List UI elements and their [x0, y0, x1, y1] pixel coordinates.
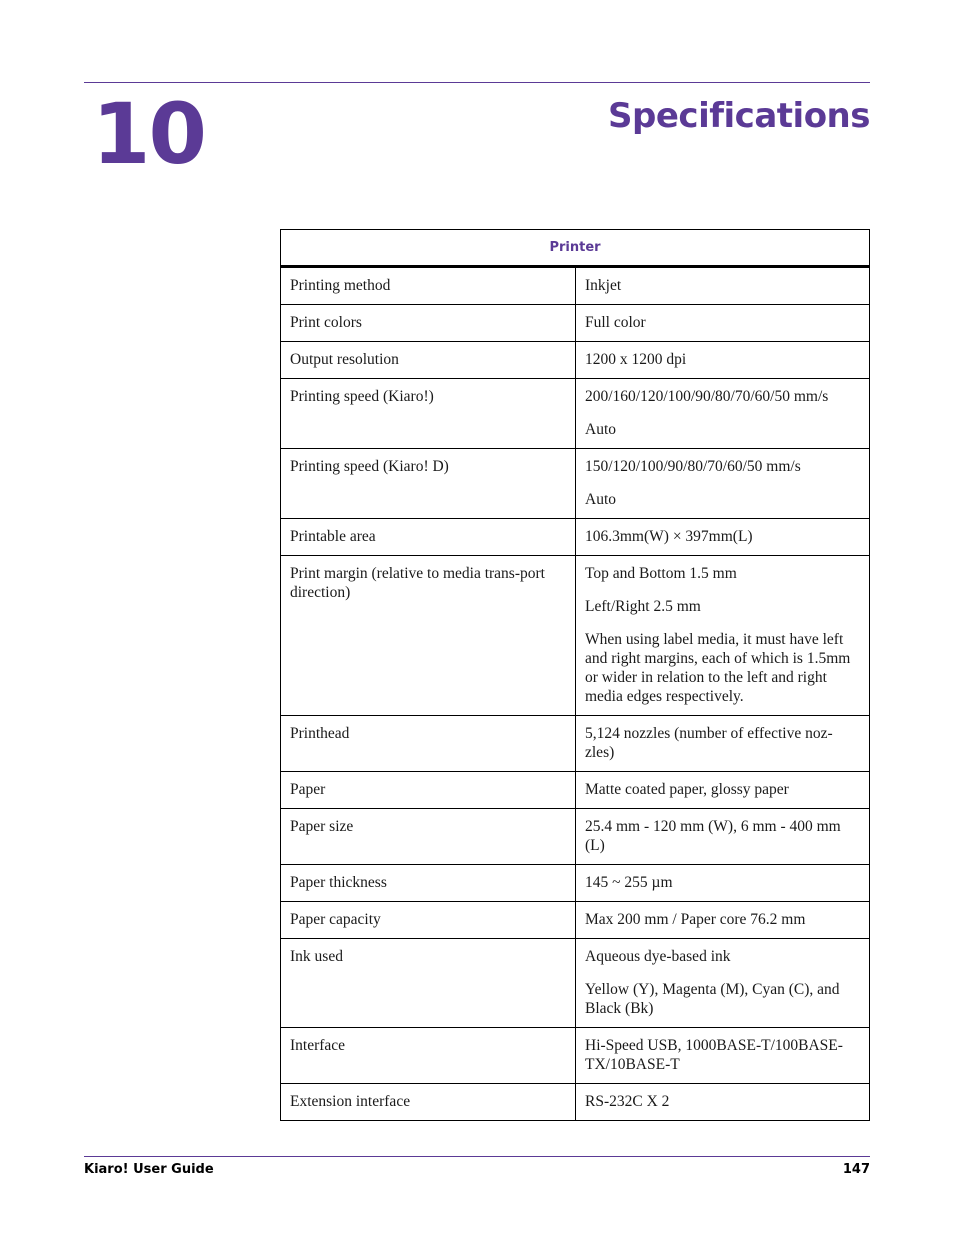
table-row	[281, 519, 870, 556]
spec-value-line: Full color	[585, 314, 646, 331]
spec-value-line: 25.4 mm - 120 mm (W), 6 mm - 400 mm (L)	[585, 818, 841, 854]
table-row	[281, 1084, 870, 1121]
spec-value	[576, 267, 870, 305]
spec-value-line: Matte coated paper, glossy paper	[585, 781, 789, 798]
table-row	[281, 379, 870, 449]
spec-value	[576, 939, 870, 1028]
chapter-number: 10	[92, 85, 205, 183]
spec-label: Printing speed (Kiaro! D)	[281, 449, 576, 519]
spec-value-line: 200/160/120/100/90/80/70/60/50 mm/s	[585, 388, 829, 405]
table-heading: Printer	[281, 230, 870, 267]
table-row	[281, 902, 870, 939]
spec-value-line: 1200 x 1200 dpi	[585, 351, 687, 368]
spec-value-line: Inkjet	[585, 277, 622, 294]
spec-value	[576, 716, 870, 772]
spec-value-line: Auto	[585, 491, 616, 508]
spec-value	[576, 556, 870, 716]
table-row	[281, 449, 870, 519]
spec-label: Printing method	[281, 267, 576, 305]
page-number: 147	[842, 1162, 870, 1177]
spec-value-line: 145 ~ 255 µm	[585, 874, 673, 891]
spec-value-line: Top and Bottom 1.5 mm	[585, 565, 737, 582]
spec-value	[576, 902, 870, 939]
spec-label: Ink used	[281, 939, 576, 1028]
spec-label: Printhead	[281, 716, 576, 772]
spec-label: Print colors	[281, 305, 576, 342]
spec-value-line: Yellow (Y), Magenta (M), Cyan (C), and Black (Bk)	[585, 981, 840, 1017]
spec-value	[576, 449, 870, 519]
spec-label: Printable area	[281, 519, 576, 556]
table-row	[281, 342, 870, 379]
spec-label: Extension interface	[281, 1084, 576, 1121]
chapter-title: Specifications	[608, 96, 870, 136]
spec-value-line: 106.3mm(W) × 397mm(L)	[585, 528, 753, 545]
spec-label: Output resolution	[281, 342, 576, 379]
table-row	[281, 1028, 870, 1084]
spec-value	[576, 809, 870, 865]
spec-value	[576, 1028, 870, 1084]
table-row	[281, 809, 870, 865]
spec-label: Paper size	[281, 809, 576, 865]
spec-value-line: When using label media, it must have left and right margins, each of which is 1.5mm or wider in relation to the left and right media edges respectively.	[585, 631, 851, 705]
spec-value-line: Hi-Speed USB, 1000BASE-T/100BASE-TX/10BASE-T	[585, 1037, 843, 1073]
spec-label: Printing speed (Kiaro!)	[281, 379, 576, 449]
specifications-table	[280, 229, 870, 1121]
spec-label: Print margin (relative to media trans-port direction)	[281, 556, 576, 716]
table-row	[281, 865, 870, 902]
header-rule	[84, 82, 870, 83]
footer-rule	[84, 1156, 870, 1157]
spec-value	[576, 342, 870, 379]
spec-value	[576, 519, 870, 556]
spec-label: Paper thickness	[281, 865, 576, 902]
spec-value-line: RS-232C X 2	[585, 1093, 670, 1110]
spec-value	[576, 772, 870, 809]
table-row	[281, 305, 870, 342]
spec-value-line: Auto	[585, 421, 616, 438]
table-row	[281, 556, 870, 716]
spec-value-line: 150/120/100/90/80/70/60/50 mm/s	[585, 458, 801, 475]
spec-value-line: Max 200 mm / Paper core 76.2 mm	[585, 911, 806, 928]
spec-value	[576, 1084, 870, 1121]
spec-value-line: Left/Right 2.5 mm	[585, 598, 701, 615]
footer-guide-title: Kiaro! User Guide	[84, 1162, 214, 1177]
spec-value	[576, 305, 870, 342]
table-row	[281, 772, 870, 809]
table-row	[281, 267, 870, 305]
spec-value	[576, 865, 870, 902]
table-body	[281, 267, 870, 1121]
table-row	[281, 716, 870, 772]
spec-label: Paper capacity	[281, 902, 576, 939]
table-row	[281, 939, 870, 1028]
spec-value	[576, 379, 870, 449]
spec-label: Interface	[281, 1028, 576, 1084]
spec-value-line: 5,124 nozzles (number of effective noz-zles)	[585, 725, 833, 761]
spec-label: Paper	[281, 772, 576, 809]
spec-value-line: Aqueous dye-based ink	[585, 948, 731, 965]
